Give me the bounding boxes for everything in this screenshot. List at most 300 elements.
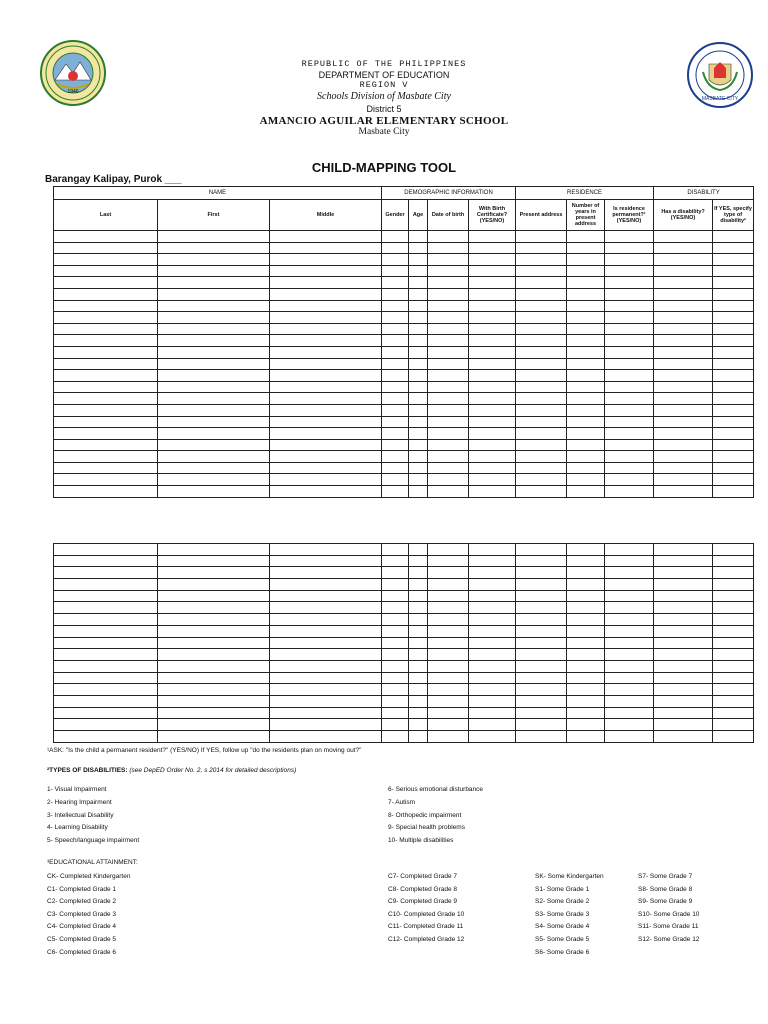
table-cell[interactable] <box>605 474 654 486</box>
table-cell[interactable] <box>469 288 516 300</box>
table-cell[interactable] <box>270 567 382 579</box>
table-cell[interactable] <box>469 265 516 277</box>
table-cell[interactable] <box>158 416 270 428</box>
table-cell[interactable] <box>428 254 469 266</box>
table-cell[interactable] <box>605 265 654 277</box>
table-cell[interactable] <box>469 393 516 405</box>
table-cell[interactable] <box>158 404 270 416</box>
table-cell[interactable] <box>713 486 754 498</box>
table-cell[interactable] <box>54 312 158 324</box>
table-cell[interactable] <box>409 358 428 370</box>
table-cell[interactable] <box>382 335 409 347</box>
table-cell[interactable] <box>158 602 270 614</box>
table-cell[interactable] <box>428 288 469 300</box>
table-cell[interactable] <box>469 579 516 591</box>
table-cell[interactable] <box>469 462 516 474</box>
table-cell[interactable] <box>567 254 605 266</box>
table-cell[interactable] <box>469 370 516 382</box>
table-cell[interactable] <box>158 346 270 358</box>
table-cell[interactable] <box>158 649 270 661</box>
table-cell[interactable] <box>654 707 713 719</box>
table-cell[interactable] <box>409 346 428 358</box>
table-cell[interactable] <box>605 625 654 637</box>
table-cell[interactable] <box>654 555 713 567</box>
table-cell[interactable] <box>428 381 469 393</box>
table-cell[interactable] <box>654 672 713 684</box>
table-cell[interactable] <box>654 731 713 743</box>
table-cell[interactable] <box>382 719 409 731</box>
table-cell[interactable] <box>409 428 428 440</box>
table-cell[interactable] <box>713 335 754 347</box>
table-cell[interactable] <box>382 625 409 637</box>
table-cell[interactable] <box>270 660 382 672</box>
table-cell[interactable] <box>605 660 654 672</box>
table-cell[interactable] <box>567 579 605 591</box>
table-cell[interactable] <box>713 265 754 277</box>
table-cell[interactable] <box>428 707 469 719</box>
table-cell[interactable] <box>270 590 382 602</box>
table-cell[interactable] <box>409 451 428 463</box>
table-cell[interactable] <box>382 684 409 696</box>
table-cell[interactable] <box>382 312 409 324</box>
table-cell[interactable] <box>382 544 409 556</box>
table-cell[interactable] <box>605 695 654 707</box>
table-cell[interactable] <box>516 451 567 463</box>
table-cell[interactable] <box>567 323 605 335</box>
table-cell[interactable] <box>54 614 158 626</box>
table-cell[interactable] <box>654 416 713 428</box>
table-cell[interactable] <box>654 474 713 486</box>
table-cell[interactable] <box>605 731 654 743</box>
table-cell[interactable] <box>516 590 567 602</box>
table-cell[interactable] <box>428 335 469 347</box>
table-cell[interactable] <box>469 602 516 614</box>
table-cell[interactable] <box>428 474 469 486</box>
table-cell[interactable] <box>516 265 567 277</box>
table-cell[interactable] <box>469 358 516 370</box>
table-cell[interactable] <box>382 660 409 672</box>
table-cell[interactable] <box>469 346 516 358</box>
table-cell[interactable] <box>54 474 158 486</box>
table-cell[interactable] <box>270 370 382 382</box>
table-cell[interactable] <box>567 649 605 661</box>
table-cell[interactable] <box>382 474 409 486</box>
table-cell[interactable] <box>54 404 158 416</box>
table-cell[interactable] <box>382 370 409 382</box>
table-cell[interactable] <box>713 288 754 300</box>
table-cell[interactable] <box>158 428 270 440</box>
table-cell[interactable] <box>605 231 654 243</box>
table-cell[interactable] <box>654 567 713 579</box>
table-cell[interactable] <box>469 404 516 416</box>
table-cell[interactable] <box>382 346 409 358</box>
table-cell[interactable] <box>409 300 428 312</box>
table-cell[interactable] <box>654 277 713 289</box>
table-cell[interactable] <box>270 637 382 649</box>
table-cell[interactable] <box>428 265 469 277</box>
table-cell[interactable] <box>54 265 158 277</box>
table-cell[interactable] <box>567 614 605 626</box>
table-cell[interactable] <box>158 439 270 451</box>
table-cell[interactable] <box>567 312 605 324</box>
table-cell[interactable] <box>54 358 158 370</box>
table-cell[interactable] <box>605 649 654 661</box>
table-cell[interactable] <box>54 544 158 556</box>
table-cell[interactable] <box>567 428 605 440</box>
table-cell[interactable] <box>713 370 754 382</box>
table-cell[interactable] <box>428 312 469 324</box>
table-cell[interactable] <box>382 300 409 312</box>
table-cell[interactable] <box>469 614 516 626</box>
table-cell[interactable] <box>469 323 516 335</box>
table-cell[interactable] <box>382 381 409 393</box>
table-cell[interactable] <box>158 288 270 300</box>
table-cell[interactable] <box>605 312 654 324</box>
table-cell[interactable] <box>158 358 270 370</box>
table-cell[interactable] <box>270 451 382 463</box>
table-cell[interactable] <box>428 428 469 440</box>
table-cell[interactable] <box>409 486 428 498</box>
table-cell[interactable] <box>654 451 713 463</box>
table-cell[interactable] <box>516 416 567 428</box>
table-cell[interactable] <box>382 649 409 661</box>
table-cell[interactable] <box>428 649 469 661</box>
table-cell[interactable] <box>382 579 409 591</box>
table-cell[interactable] <box>713 242 754 254</box>
table-cell[interactable] <box>469 707 516 719</box>
table-cell[interactable] <box>270 254 382 266</box>
table-cell[interactable] <box>409 254 428 266</box>
table-cell[interactable] <box>409 637 428 649</box>
table-cell[interactable] <box>713 358 754 370</box>
table-cell[interactable] <box>382 358 409 370</box>
table-cell[interactable] <box>469 381 516 393</box>
table-cell[interactable] <box>516 555 567 567</box>
table-cell[interactable] <box>382 404 409 416</box>
table-cell[interactable] <box>567 265 605 277</box>
table-cell[interactable] <box>654 346 713 358</box>
table-cell[interactable] <box>567 335 605 347</box>
table-cell[interactable] <box>605 602 654 614</box>
table-cell[interactable] <box>382 567 409 579</box>
table-cell[interactable] <box>428 544 469 556</box>
table-cell[interactable] <box>469 231 516 243</box>
table-cell[interactable] <box>469 439 516 451</box>
table-cell[interactable] <box>409 590 428 602</box>
table-cell[interactable] <box>409 462 428 474</box>
table-cell[interactable] <box>567 660 605 672</box>
table-cell[interactable] <box>409 404 428 416</box>
table-cell[interactable] <box>158 579 270 591</box>
table-cell[interactable] <box>428 451 469 463</box>
table-cell[interactable] <box>469 695 516 707</box>
table-cell[interactable] <box>382 451 409 463</box>
table-cell[interactable] <box>567 231 605 243</box>
table-cell[interactable] <box>516 404 567 416</box>
table-cell[interactable] <box>567 695 605 707</box>
table-cell[interactable] <box>516 719 567 731</box>
table-cell[interactable] <box>158 637 270 649</box>
table-cell[interactable] <box>158 370 270 382</box>
table-cell[interactable] <box>54 684 158 696</box>
table-cell[interactable] <box>567 381 605 393</box>
table-cell[interactable] <box>516 567 567 579</box>
table-cell[interactable] <box>382 695 409 707</box>
table-cell[interactable] <box>270 416 382 428</box>
table-cell[interactable] <box>654 335 713 347</box>
table-cell[interactable] <box>654 602 713 614</box>
table-cell[interactable] <box>516 300 567 312</box>
table-cell[interactable] <box>713 660 754 672</box>
table-cell[interactable] <box>516 242 567 254</box>
table-cell[interactable] <box>469 649 516 661</box>
table-cell[interactable] <box>516 323 567 335</box>
table-cell[interactable] <box>270 312 382 324</box>
table-cell[interactable] <box>654 649 713 661</box>
table-cell[interactable] <box>54 300 158 312</box>
table-cell[interactable] <box>270 300 382 312</box>
table-cell[interactable] <box>158 486 270 498</box>
table-cell[interactable] <box>54 416 158 428</box>
table-cell[interactable] <box>713 474 754 486</box>
table-cell[interactable] <box>713 707 754 719</box>
table-cell[interactable] <box>54 486 158 498</box>
table-cell[interactable] <box>54 637 158 649</box>
table-cell[interactable] <box>270 731 382 743</box>
table-cell[interactable] <box>54 649 158 661</box>
table-cell[interactable] <box>469 544 516 556</box>
table-cell[interactable] <box>516 474 567 486</box>
table-cell[interactable] <box>428 731 469 743</box>
table-cell[interactable] <box>158 312 270 324</box>
table-cell[interactable] <box>654 254 713 266</box>
table-cell[interactable] <box>516 602 567 614</box>
table-cell[interactable] <box>516 381 567 393</box>
table-cell[interactable] <box>158 672 270 684</box>
table-cell[interactable] <box>270 381 382 393</box>
table-cell[interactable] <box>516 393 567 405</box>
table-cell[interactable] <box>409 695 428 707</box>
table-cell[interactable] <box>516 579 567 591</box>
table-cell[interactable] <box>516 312 567 324</box>
table-cell[interactable] <box>158 242 270 254</box>
table-cell[interactable] <box>567 544 605 556</box>
table-cell[interactable] <box>567 625 605 637</box>
table-cell[interactable] <box>516 486 567 498</box>
table-cell[interactable] <box>409 231 428 243</box>
table-cell[interactable] <box>270 672 382 684</box>
table-cell[interactable] <box>270 346 382 358</box>
table-cell[interactable] <box>713 672 754 684</box>
table-cell[interactable] <box>713 416 754 428</box>
table-cell[interactable] <box>409 370 428 382</box>
table-cell[interactable] <box>270 428 382 440</box>
table-cell[interactable] <box>605 672 654 684</box>
table-cell[interactable] <box>605 404 654 416</box>
table-cell[interactable] <box>713 451 754 463</box>
table-cell[interactable] <box>270 439 382 451</box>
table-cell[interactable] <box>428 277 469 289</box>
table-cell[interactable] <box>654 404 713 416</box>
table-cell[interactable] <box>469 242 516 254</box>
table-cell[interactable] <box>713 590 754 602</box>
table-cell[interactable] <box>54 242 158 254</box>
table-cell[interactable] <box>713 544 754 556</box>
table-cell[interactable] <box>428 672 469 684</box>
table-cell[interactable] <box>158 265 270 277</box>
table-cell[interactable] <box>567 277 605 289</box>
table-cell[interactable] <box>270 231 382 243</box>
table-cell[interactable] <box>605 358 654 370</box>
table-cell[interactable] <box>409 323 428 335</box>
table-cell[interactable] <box>605 381 654 393</box>
table-cell[interactable] <box>428 625 469 637</box>
table-cell[interactable] <box>158 323 270 335</box>
table-cell[interactable] <box>158 277 270 289</box>
table-cell[interactable] <box>54 335 158 347</box>
table-cell[interactable] <box>469 474 516 486</box>
table-cell[interactable] <box>409 649 428 661</box>
table-cell[interactable] <box>654 370 713 382</box>
table-cell[interactable] <box>158 474 270 486</box>
table-cell[interactable] <box>158 544 270 556</box>
table-cell[interactable] <box>428 323 469 335</box>
table-cell[interactable] <box>409 416 428 428</box>
table-cell[interactable] <box>382 707 409 719</box>
table-cell[interactable] <box>158 719 270 731</box>
table-cell[interactable] <box>469 625 516 637</box>
table-cell[interactable] <box>516 462 567 474</box>
table-cell[interactable] <box>158 254 270 266</box>
table-cell[interactable] <box>54 288 158 300</box>
table-cell[interactable] <box>567 358 605 370</box>
table-cell[interactable] <box>469 637 516 649</box>
table-cell[interactable] <box>654 719 713 731</box>
table-cell[interactable] <box>54 555 158 567</box>
table-cell[interactable] <box>409 242 428 254</box>
table-cell[interactable] <box>516 637 567 649</box>
table-cell[interactable] <box>567 404 605 416</box>
table-cell[interactable] <box>713 695 754 707</box>
table-cell[interactable] <box>409 277 428 289</box>
table-cell[interactable] <box>567 451 605 463</box>
table-cell[interactable] <box>158 731 270 743</box>
table-cell[interactable] <box>409 288 428 300</box>
table-cell[interactable] <box>516 335 567 347</box>
table-cell[interactable] <box>428 439 469 451</box>
table-cell[interactable] <box>158 660 270 672</box>
table-cell[interactable] <box>54 567 158 579</box>
table-cell[interactable] <box>158 707 270 719</box>
table-cell[interactable] <box>567 393 605 405</box>
table-cell[interactable] <box>567 707 605 719</box>
table-cell[interactable] <box>382 602 409 614</box>
table-cell[interactable] <box>270 404 382 416</box>
table-cell[interactable] <box>270 277 382 289</box>
table-cell[interactable] <box>54 439 158 451</box>
table-cell[interactable] <box>270 393 382 405</box>
table-cell[interactable] <box>516 684 567 696</box>
table-cell[interactable] <box>654 579 713 591</box>
table-cell[interactable] <box>605 288 654 300</box>
table-cell[interactable] <box>654 393 713 405</box>
table-cell[interactable] <box>428 358 469 370</box>
table-cell[interactable] <box>158 381 270 393</box>
table-cell[interactable] <box>567 719 605 731</box>
table-cell[interactable] <box>516 358 567 370</box>
table-cell[interactable] <box>516 288 567 300</box>
table-cell[interactable] <box>54 602 158 614</box>
table-cell[interactable] <box>158 614 270 626</box>
table-cell[interactable] <box>567 300 605 312</box>
table-cell[interactable] <box>713 579 754 591</box>
table-cell[interactable] <box>409 719 428 731</box>
table-cell[interactable] <box>54 590 158 602</box>
table-cell[interactable] <box>409 335 428 347</box>
table-cell[interactable] <box>469 672 516 684</box>
table-cell[interactable] <box>654 231 713 243</box>
table-cell[interactable] <box>567 370 605 382</box>
table-cell[interactable] <box>516 625 567 637</box>
table-cell[interactable] <box>713 428 754 440</box>
table-cell[interactable] <box>654 358 713 370</box>
table-cell[interactable] <box>605 335 654 347</box>
table-cell[interactable] <box>270 544 382 556</box>
table-cell[interactable] <box>382 590 409 602</box>
table-cell[interactable] <box>428 579 469 591</box>
table-cell[interactable] <box>54 323 158 335</box>
table-cell[interactable] <box>428 370 469 382</box>
table-cell[interactable] <box>713 462 754 474</box>
table-cell[interactable] <box>567 590 605 602</box>
table-cell[interactable] <box>382 416 409 428</box>
table-cell[interactable] <box>270 625 382 637</box>
table-cell[interactable] <box>270 602 382 614</box>
table-cell[interactable] <box>516 695 567 707</box>
table-cell[interactable] <box>409 439 428 451</box>
table-cell[interactable] <box>605 428 654 440</box>
table-cell[interactable] <box>428 393 469 405</box>
table-cell[interactable] <box>409 579 428 591</box>
table-cell[interactable] <box>409 567 428 579</box>
table-cell[interactable] <box>54 719 158 731</box>
table-cell[interactable] <box>654 288 713 300</box>
table-cell[interactable] <box>158 684 270 696</box>
table-cell[interactable] <box>654 486 713 498</box>
table-cell[interactable] <box>428 719 469 731</box>
table-cell[interactable] <box>713 277 754 289</box>
table-cell[interactable] <box>605 416 654 428</box>
table-cell[interactable] <box>54 660 158 672</box>
table-cell[interactable] <box>428 660 469 672</box>
table-cell[interactable] <box>605 544 654 556</box>
table-cell[interactable] <box>382 277 409 289</box>
table-cell[interactable] <box>382 637 409 649</box>
table-cell[interactable] <box>654 625 713 637</box>
table-cell[interactable] <box>567 288 605 300</box>
table-cell[interactable] <box>605 346 654 358</box>
table-cell[interactable] <box>469 555 516 567</box>
table-cell[interactable] <box>382 486 409 498</box>
table-cell[interactable] <box>409 660 428 672</box>
table-cell[interactable] <box>409 625 428 637</box>
table-cell[interactable] <box>713 231 754 243</box>
table-cell[interactable] <box>270 707 382 719</box>
table-cell[interactable] <box>469 335 516 347</box>
table-cell[interactable] <box>605 637 654 649</box>
table-cell[interactable] <box>54 277 158 289</box>
table-cell[interactable] <box>270 719 382 731</box>
